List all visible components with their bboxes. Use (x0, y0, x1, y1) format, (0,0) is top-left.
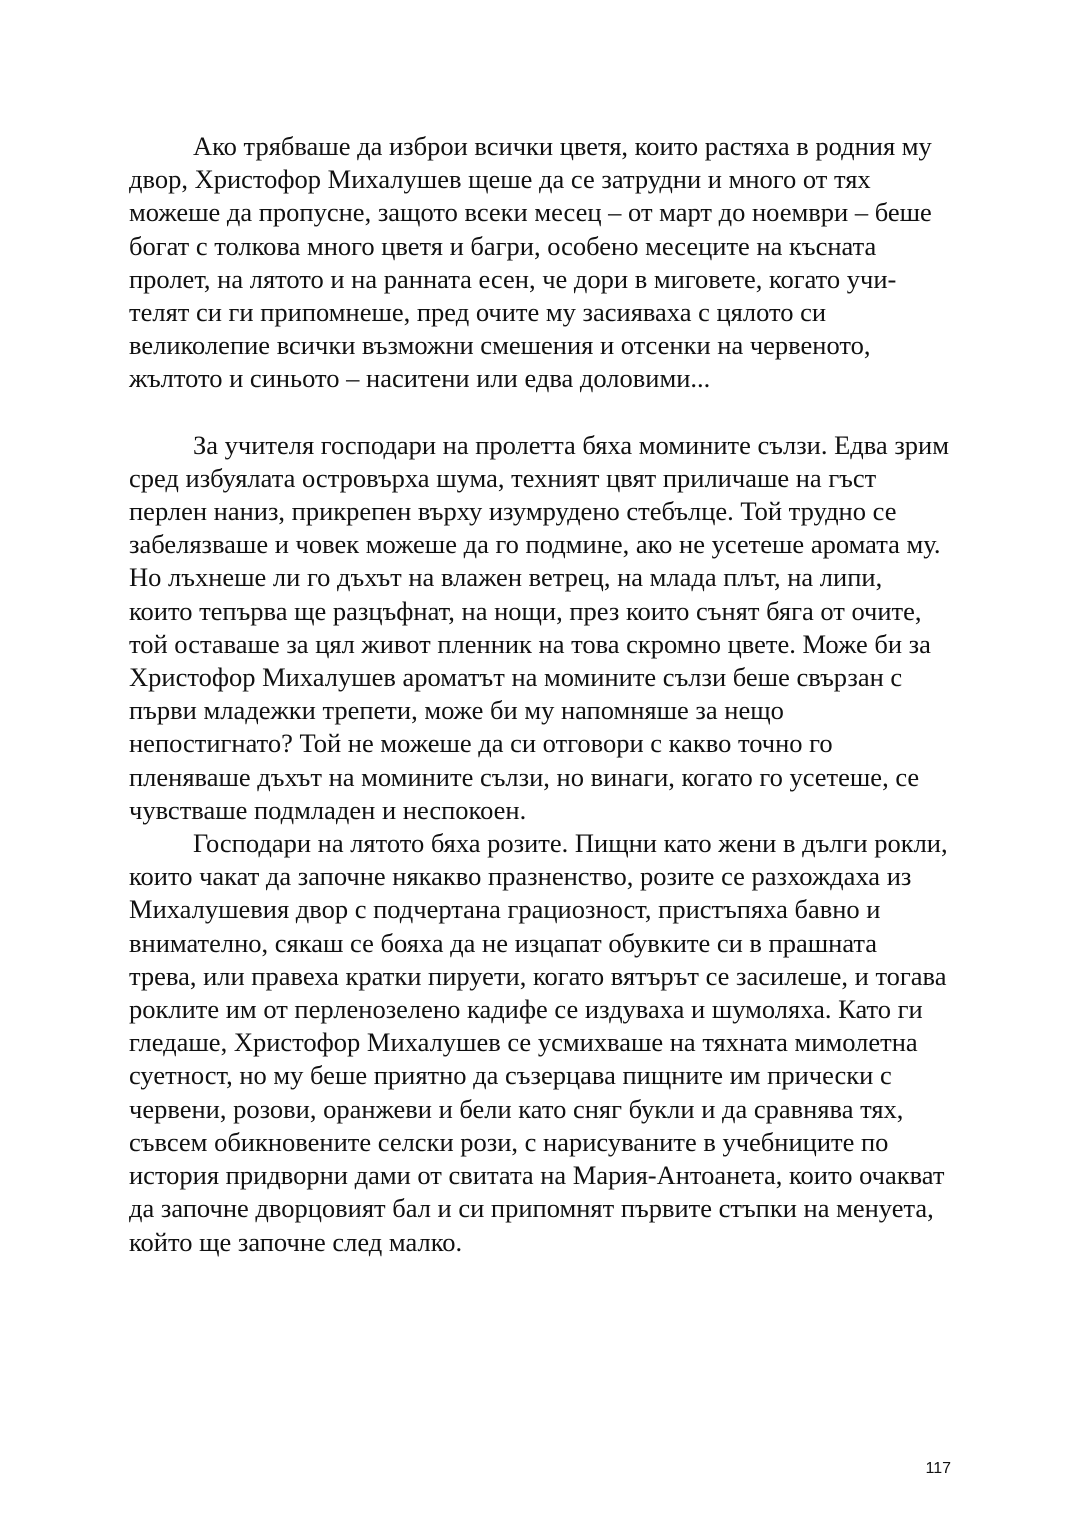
body-text (129, 130, 951, 1259)
page-number: 117 (925, 1460, 951, 1477)
paragraph-roses: Господари на лятото бяха розите. Пищни като жени в дълги рокли, които чакат да започне някакво празненство, розите се разхождаха из Михалушевия двор с подчертана грациозност, пристъпяха бавно и внимателно, сякаш се бояха да не изцапат обувките си в прашната трева, или правеха кратки пируети, когато вятърът се засилеше, и тогава роклите им от перленозелено кадифе се издуваха и шумоляха. Като ги гледаше, Христофор Михалушев се усмихваше на тяхната мимолетна суетност, но му беше приятно да съзерцава пищните им прически с червени, розови, оранжеви и бели като сняг букли и да сравнява тях, съвсем обикновените селски рози, с нарисуваните в учебниците по история придворни дами от свитата на Мария-Антоанета, които очакват да започне дворцовият бал и си припомнят първите стъпки на менуета, който ще започне след малко. (129, 828, 948, 1257)
paragraph-flowers-intro: Ако трябваше да изброи всички цветя, които растяха в родния му двор, Христофор Михалушев щеше да се затрудни и много от тях можеше да пропусне, защото всеки месец – от март до ноември – беше богат с толкова много цветя и багри, особено месеците на късната пролет, на лятото и на ранната есен, че дори в миговете, когато учи- телят си ги припомнеше, пред очите му засияваха с цялото си великолепие всички възможни смешения и отсенки на червеното, жълтото и синьото – наситени или едва доловими... (129, 131, 932, 394)
paragraph-lilies-of-the-valley: За учителя господари на пролетта бяха момините сълзи. Едва зрим сред избуялата островърха шума, техният цвят приличаше на гъст перлен наниз, прикрепен върху изумрудено стебълце. Той трудно се забелязваше и човек можеше да го подмине, ако не усетеше аромата му. Но лъхнеше ли го дъхът на влажен ветрец, на млада плът, на липи, които тепърва ще разцъфнат, на нощи, през които сънят бяга от очите, той оставаше за цял живот пленник на това скромно цвете. Може би за Христофор Михалушев ароматът на момините сълзи беше свързан с първи младежки трепети, може би му напомняше за нещо непостигнато? Той не можеше да си отговори с какво точно го пленяваше дъхът на момините сълзи, но винаги, когато го усетеше, се чувстваше подмладен и неспокоен. (129, 429, 949, 825)
